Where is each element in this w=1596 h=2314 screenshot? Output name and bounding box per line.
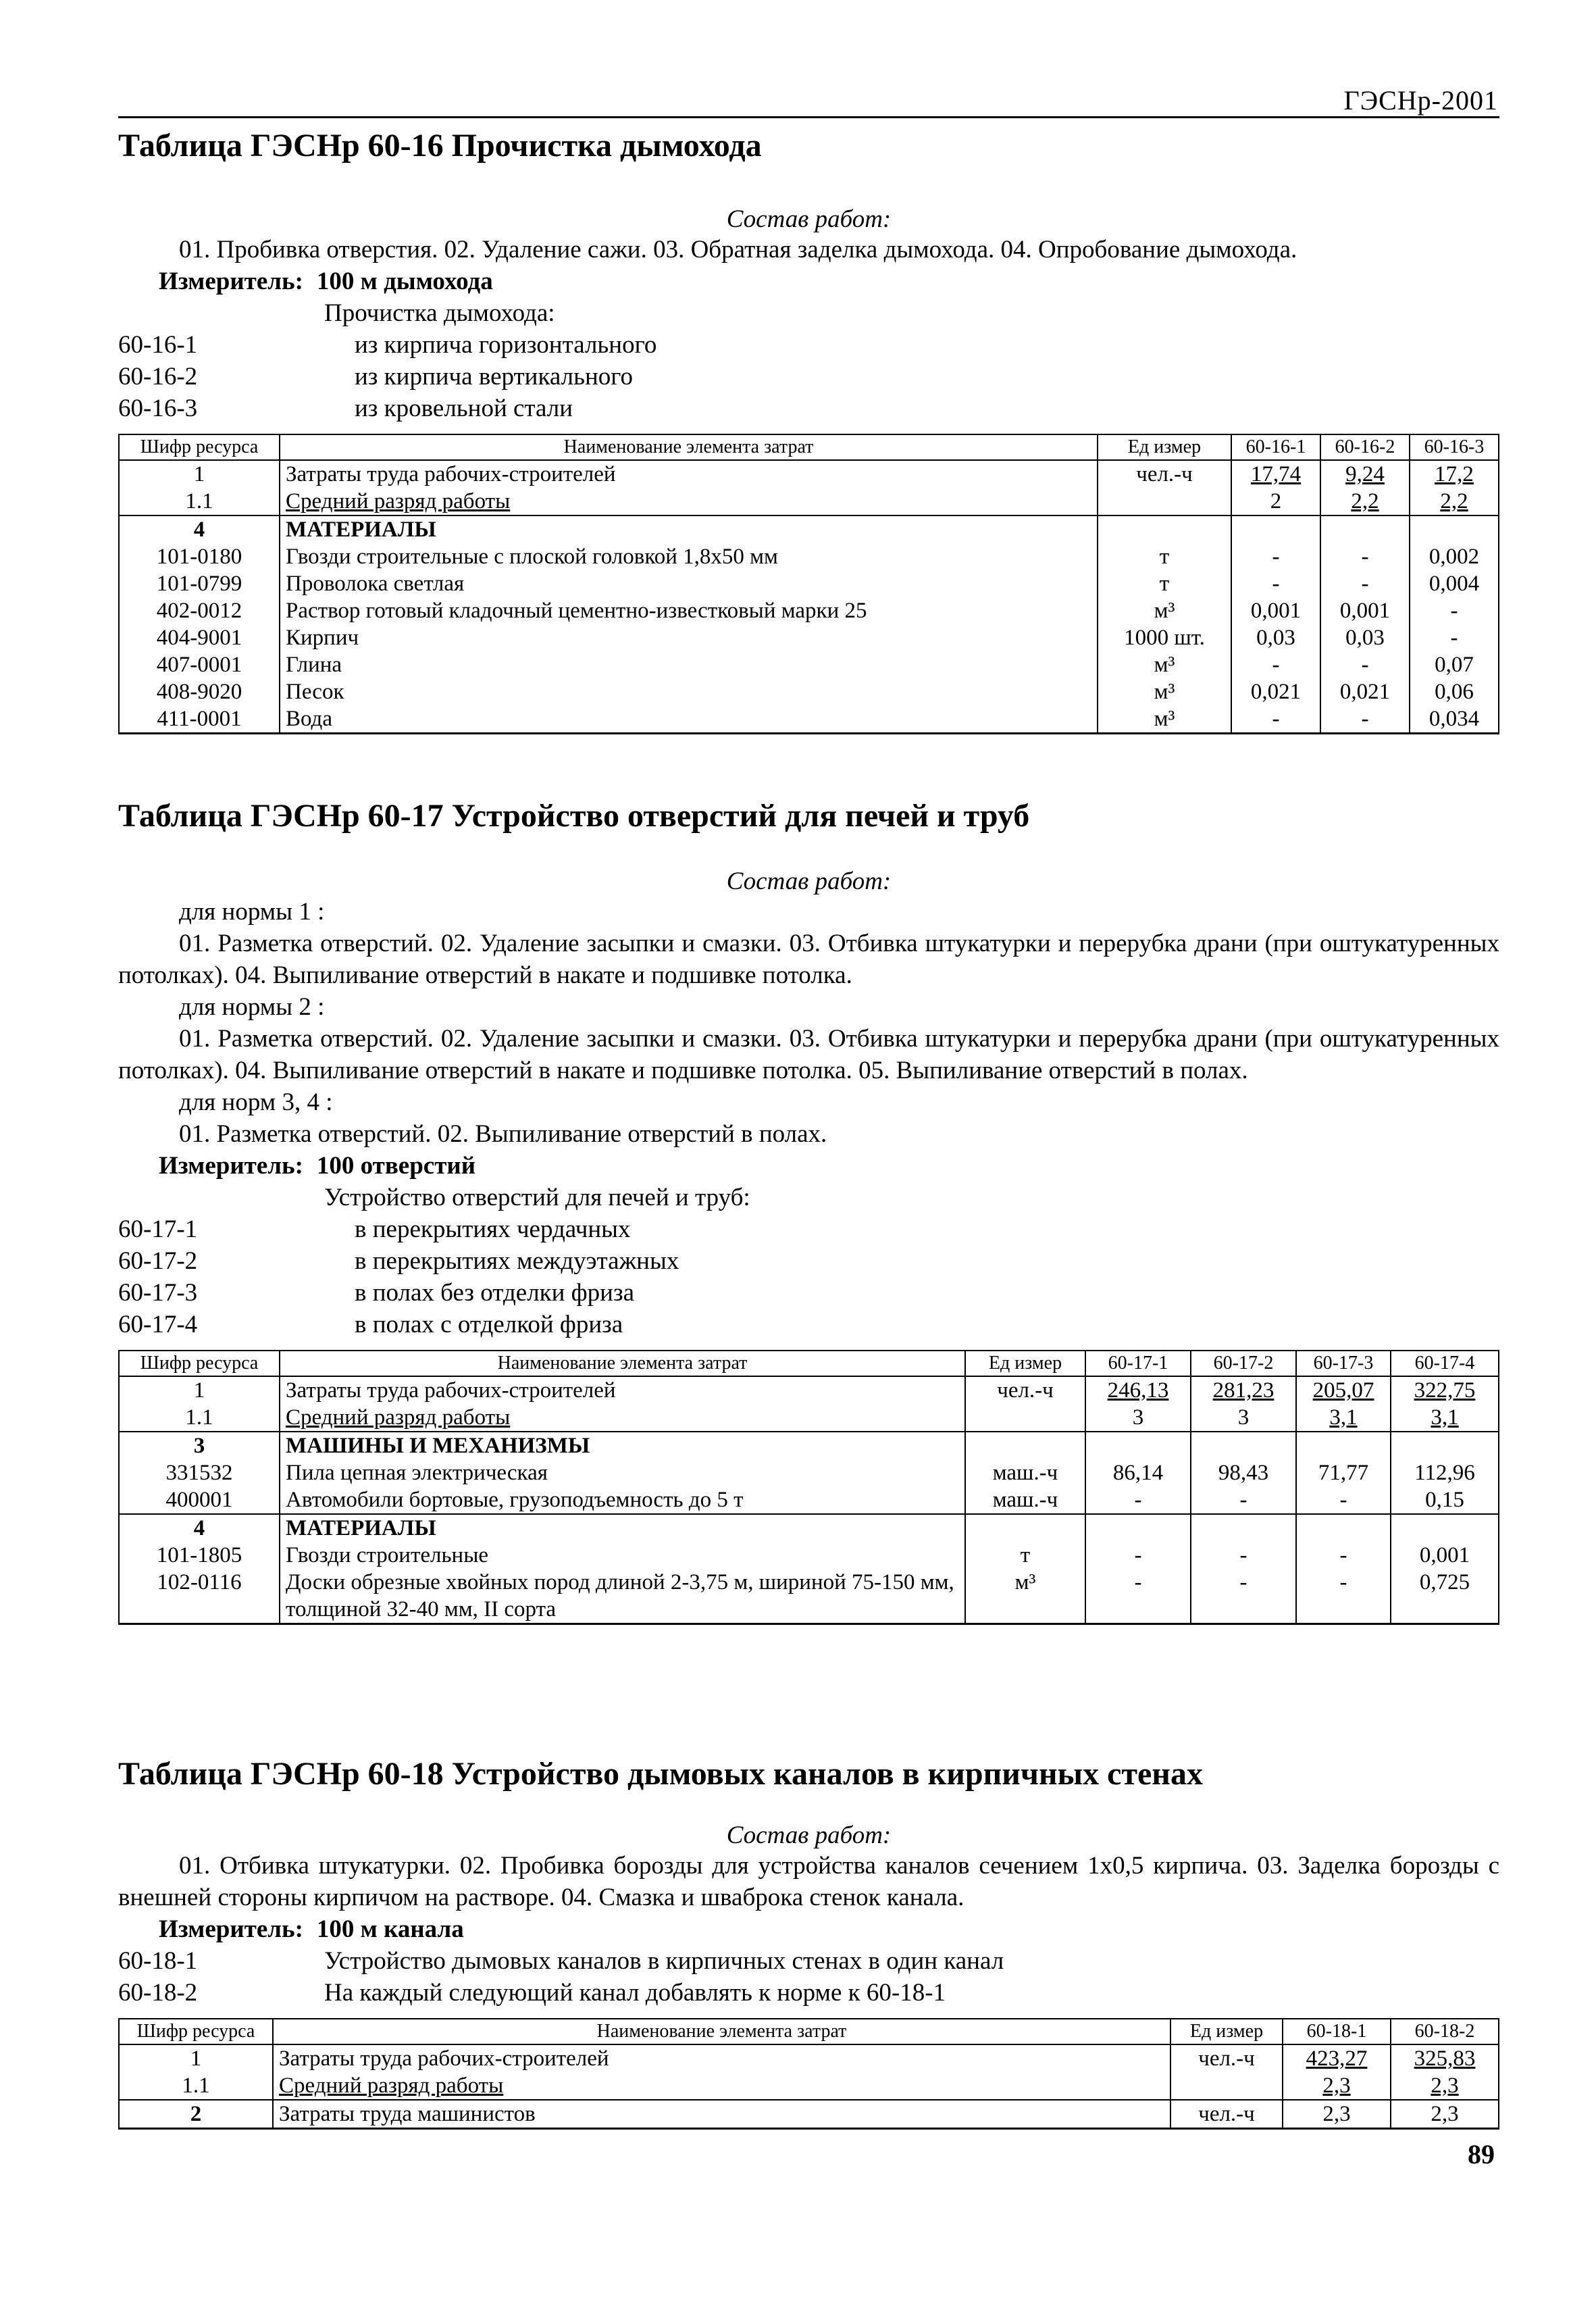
section-title: Таблица ГЭСНр 60-16 Прочистка дымохода xyxy=(118,128,762,164)
value: 2,2 xyxy=(1320,488,1410,515)
unit xyxy=(965,1514,1085,1542)
section-60-18 xyxy=(118,1755,1499,2130)
resource-code: 2 xyxy=(119,2100,273,2129)
value: - xyxy=(1410,597,1499,624)
value: 3 xyxy=(1085,1404,1191,1432)
table-row xyxy=(119,1404,1499,1432)
table-row xyxy=(119,2072,1499,2100)
resource-name: Доски обрезные хвойных пород длиной 2-3,75 м, шириной 75-150 мм, толщиной 32-40 мм, II сорта xyxy=(280,1569,965,1624)
norm-row xyxy=(118,1977,1499,2009)
unit xyxy=(1098,515,1231,543)
value: 3,1 xyxy=(1296,1404,1391,1432)
value: 9,24 xyxy=(1320,460,1410,488)
value xyxy=(1085,1432,1191,1459)
column-header: 60-17-1 xyxy=(1085,1351,1191,1376)
norm-code: 60-17-1 xyxy=(118,1215,198,1243)
value: - xyxy=(1296,1486,1391,1514)
norm-code: 60-18-2 xyxy=(118,1979,198,2007)
norm-row xyxy=(118,1309,1499,1340)
value xyxy=(1231,515,1320,543)
composition-heading: Состав работ: xyxy=(726,205,892,233)
resource-code: 411-0001 xyxy=(119,705,280,734)
measure-value: 100 отверстий xyxy=(316,1152,476,1180)
column-header: 60-16-2 xyxy=(1320,434,1410,460)
value: - xyxy=(1410,624,1499,651)
norm-1-label: для нормы 1 : xyxy=(179,898,325,926)
table-row xyxy=(119,1569,1499,1624)
composition-text: 01. Пробивка отверстия. 02. Удаление сажи. 03. Обратная заделка дымохода. 04. Опробование дымохода. xyxy=(179,236,1297,263)
value: - xyxy=(1085,1569,1191,1624)
value: 0,06 xyxy=(1410,678,1499,705)
column-header: Ед измер xyxy=(1170,2019,1283,2044)
value: 98,43 xyxy=(1191,1459,1296,1486)
resource-name: Затраты труда машинистов xyxy=(273,2100,1170,2129)
norm-code: 60-16-1 xyxy=(118,331,198,359)
document-code: ГЭСНр-2001 xyxy=(1343,85,1498,116)
value xyxy=(1191,1514,1296,1542)
norm-code: 60-16-2 xyxy=(118,363,198,391)
unit: т xyxy=(1098,543,1231,570)
header-rule xyxy=(118,116,1499,118)
value: 3 xyxy=(1191,1404,1296,1432)
resource-name: Проволока светлая xyxy=(280,570,1098,597)
norm-row xyxy=(118,1945,1499,1977)
norm-code: 60-17-2 xyxy=(118,1247,198,1275)
value xyxy=(1391,1432,1499,1459)
column-header: 60-17-3 xyxy=(1296,1351,1391,1376)
column-header: Наименование элемента затрат xyxy=(273,2019,1170,2044)
resource-code: 408-9020 xyxy=(119,678,280,705)
norm-1-composition: 01. Разметка отверстий. 02. Удаление засыпки и смазки. 03. Отбивка штукатурки и перерубка драни (при оштукатуренных потолках). 04. Выпиливание отверстий в накате и подшивке потолка. xyxy=(118,930,1499,989)
value: - xyxy=(1085,1542,1191,1569)
measure-label: Измеритель: xyxy=(159,1152,303,1180)
resource-name: МАШИНЫ И МЕХАНИЗМЫ xyxy=(280,1432,965,1459)
resource-name: Пила цепная электрическая xyxy=(280,1459,965,1486)
table-row xyxy=(119,1486,1499,1514)
value: - xyxy=(1320,570,1410,597)
value: 0,034 xyxy=(1410,705,1499,734)
table-row xyxy=(119,705,1499,734)
column-header: 60-16-3 xyxy=(1410,434,1499,460)
table-row xyxy=(119,2044,1499,2072)
unit xyxy=(1170,2072,1283,2100)
value xyxy=(1191,1432,1296,1459)
value: 0,725 xyxy=(1391,1569,1499,1624)
value: - xyxy=(1231,651,1320,678)
table-row xyxy=(119,624,1499,651)
unit: м³ xyxy=(1098,678,1231,705)
norm-name: На каждый следующий канал добавлять к норме к 60-18-1 xyxy=(324,1979,946,2007)
value: 2,3 xyxy=(1391,2072,1499,2100)
measure-value: 100 м дымохода xyxy=(316,268,493,295)
resource-name: Песок xyxy=(280,678,1098,705)
value: 0,002 xyxy=(1410,543,1499,570)
resource-name: Гвозди строительные xyxy=(280,1542,965,1569)
resource-name: Средний разряд работы xyxy=(280,488,1098,515)
table-row xyxy=(119,651,1499,678)
resource-code: 1 xyxy=(119,460,280,488)
value xyxy=(1391,1514,1499,1542)
section-title: Таблица ГЭСНр 60-18 Устройство дымовых каналов в кирпичных стенах xyxy=(118,1756,1203,1792)
norm-row xyxy=(118,361,1499,393)
norm-row xyxy=(118,1277,1499,1309)
resource-code: 4 xyxy=(119,1514,280,1542)
value: 71,77 xyxy=(1296,1459,1391,1486)
measure-line xyxy=(118,1150,1499,1182)
value xyxy=(1320,515,1410,543)
column-header: 60-18-1 xyxy=(1283,2019,1391,2044)
value: 2,3 xyxy=(1283,2072,1391,2100)
column-header: Ед измер xyxy=(1098,434,1231,460)
table-row xyxy=(119,543,1499,570)
resource-code: 1 xyxy=(119,1376,280,1404)
norm-code: 60-18-1 xyxy=(118,1947,198,1975)
table-row xyxy=(119,460,1499,488)
table-row xyxy=(119,597,1499,624)
norm-name: из кровельной стали xyxy=(355,395,573,422)
norm-name: в перекрытиях междуэтажных xyxy=(355,1247,679,1275)
column-header: Ед измер xyxy=(965,1351,1085,1376)
value: - xyxy=(1296,1542,1391,1569)
norm-name: из кирпича горизонтального xyxy=(355,331,657,359)
value: 86,14 xyxy=(1085,1459,1191,1486)
table-row xyxy=(119,1432,1499,1459)
value: 281,23 xyxy=(1191,1376,1296,1404)
value: 2,3 xyxy=(1391,2100,1499,2129)
resource-code: 331532 xyxy=(119,1459,280,1486)
value xyxy=(1085,1514,1191,1542)
unit: т xyxy=(1098,570,1231,597)
value: 325,83 xyxy=(1391,2044,1499,2072)
value: - xyxy=(1320,651,1410,678)
column-header: Шифр ресурса xyxy=(119,1351,280,1376)
measure-line xyxy=(118,266,1499,297)
value: 0,001 xyxy=(1391,1542,1499,1569)
value xyxy=(1296,1514,1391,1542)
unit: чел.-ч xyxy=(1098,460,1231,488)
norm-name: в полах без отделки фриза xyxy=(355,1279,634,1307)
norm-code: 60-16-3 xyxy=(118,395,198,422)
unit: т xyxy=(965,1542,1085,1569)
resource-code: 102-0116 xyxy=(119,1569,280,1624)
column-header: Шифр ресурса xyxy=(119,2019,273,2044)
resource-name: Вода xyxy=(280,705,1098,734)
resource-code: 402-0012 xyxy=(119,597,280,624)
resource-name: Затраты труда рабочих-строителей xyxy=(280,460,1098,488)
resource-code: 400001 xyxy=(119,1486,280,1514)
norm-name: в перекрытиях чердачных xyxy=(355,1215,631,1243)
norm-2-label: для нормы 2 : xyxy=(179,993,325,1021)
resource-code: 1.1 xyxy=(119,1404,280,1432)
measure-label: Измеритель: xyxy=(159,1915,303,1943)
value: - xyxy=(1231,543,1320,570)
value: - xyxy=(1191,1569,1296,1624)
value: 0,004 xyxy=(1410,570,1499,597)
value xyxy=(1410,515,1499,543)
resource-code: 1.1 xyxy=(119,488,280,515)
resource-name: МАТЕРИАЛЫ xyxy=(280,515,1098,543)
unit xyxy=(965,1432,1085,1459)
value: - xyxy=(1320,543,1410,570)
resource-name: Затраты труда рабочих-строителей xyxy=(273,2044,1170,2072)
norm-code: 60-17-3 xyxy=(118,1279,198,1307)
resource-name: МАТЕРИАЛЫ xyxy=(280,1514,965,1542)
composition-heading: Состав работ: xyxy=(726,1821,892,1849)
resource-name: Затраты труда рабочих-строителей xyxy=(280,1376,965,1404)
value: 0,03 xyxy=(1231,624,1320,651)
measure-line xyxy=(118,1913,1499,1945)
unit xyxy=(1098,488,1231,515)
resource-code: 1 xyxy=(119,2044,273,2072)
table-row xyxy=(119,678,1499,705)
column-header: 60-17-2 xyxy=(1191,1351,1296,1376)
norm-name: Устройство дымовых каналов в кирпичных стенах в один канал xyxy=(324,1947,1004,1975)
value: - xyxy=(1085,1486,1191,1514)
value xyxy=(1296,1432,1391,1459)
unit: м³ xyxy=(1098,651,1231,678)
unit: маш.-ч xyxy=(965,1459,1085,1486)
value: 2 xyxy=(1231,488,1320,515)
value: 2,2 xyxy=(1410,488,1499,515)
unit xyxy=(965,1404,1085,1432)
table-row xyxy=(119,1514,1499,1542)
column-header: Наименование элемента затрат xyxy=(280,1351,965,1376)
norm-row xyxy=(118,1213,1499,1245)
norm-row xyxy=(118,393,1499,424)
section-60-17 xyxy=(118,797,1499,1625)
table-row xyxy=(119,1542,1499,1569)
value: - xyxy=(1296,1569,1391,1624)
norm-row xyxy=(118,1245,1499,1277)
resource-name: Автомобили бортовые, грузоподъемность до 5 т xyxy=(280,1486,965,1514)
unit: 1000 шт. xyxy=(1098,624,1231,651)
value: 2,3 xyxy=(1283,2100,1391,2129)
table-row xyxy=(119,488,1499,515)
resource-code: 407-0001 xyxy=(119,651,280,678)
resource-name: Средний разряд работы xyxy=(280,1404,965,1432)
resource-code: 4 xyxy=(119,515,280,543)
resource-table-60-16 xyxy=(118,434,1499,734)
norms-3-4-label: для норм 3, 4 : xyxy=(179,1088,333,1116)
unit: маш.-ч xyxy=(965,1486,1085,1514)
value: - xyxy=(1231,570,1320,597)
value: - xyxy=(1231,705,1320,734)
value: 0,021 xyxy=(1320,678,1410,705)
value: 17,2 xyxy=(1410,460,1499,488)
resource-table-60-17 xyxy=(118,1350,1499,1625)
table-row xyxy=(119,1459,1499,1486)
page-number: 89 xyxy=(1468,2139,1495,2169)
resource-code: 101-1805 xyxy=(119,1542,280,1569)
resource-code: 404-9001 xyxy=(119,624,280,651)
value: 246,13 xyxy=(1085,1376,1191,1404)
norm-row xyxy=(118,329,1499,361)
unit: м³ xyxy=(965,1569,1085,1624)
resource-name: Гвозди строительные с плоской головкой 1,8x50 мм xyxy=(280,543,1098,570)
value: 0,03 xyxy=(1320,624,1410,651)
norm-name: из кирпича вертикального xyxy=(355,363,634,391)
norm-code: 60-17-4 xyxy=(118,1311,198,1338)
measure-value: 100 м канала xyxy=(316,1915,464,1943)
table-row xyxy=(119,515,1499,543)
resource-code: 101-0180 xyxy=(119,543,280,570)
value: 0,001 xyxy=(1320,597,1410,624)
column-header: 60-17-4 xyxy=(1391,1351,1499,1376)
norm-name: в полах с отделкой фриза xyxy=(355,1311,623,1338)
unit: чел.-ч xyxy=(965,1376,1085,1404)
value: - xyxy=(1191,1486,1296,1514)
composition-heading: Состав работ: xyxy=(726,867,892,895)
resource-name: Средний разряд работы xyxy=(273,2072,1170,2100)
column-header: 60-16-1 xyxy=(1231,434,1320,460)
unit: чел.-ч xyxy=(1170,2044,1283,2072)
measure-label: Измеритель: xyxy=(159,268,303,295)
table-row xyxy=(119,2100,1499,2129)
norms-subheading: Устройство отверстий для печей и труб: xyxy=(324,1184,750,1211)
resource-name: Кирпич xyxy=(280,624,1098,651)
column-header: Шифр ресурса xyxy=(119,434,280,460)
value: 322,75 xyxy=(1391,1376,1499,1404)
resource-table-60-18 xyxy=(118,2018,1499,2130)
value: 205,07 xyxy=(1296,1376,1391,1404)
resource-code: 101-0799 xyxy=(119,570,280,597)
column-header: 60-18-2 xyxy=(1391,2019,1499,2044)
value: 423,27 xyxy=(1283,2044,1391,2072)
norm-2-composition: 01. Разметка отверстий. 02. Удаление засыпки и смазки. 03. Отбивка штукатурки и перерубка драни (при оштукатуренных потолках). 04. Выпиливание отверстий в накате и подшивке потолка. 05. Выпиливание отверстий в полах. xyxy=(118,1025,1499,1084)
value: - xyxy=(1191,1542,1296,1569)
unit: м³ xyxy=(1098,705,1231,734)
section-60-16 xyxy=(118,127,1499,734)
value: - xyxy=(1320,705,1410,734)
value: 0,001 xyxy=(1231,597,1320,624)
value: 0,021 xyxy=(1231,678,1320,705)
resource-code: 1.1 xyxy=(119,2072,273,2100)
unit: чел.-ч xyxy=(1170,2100,1283,2129)
value: 0,15 xyxy=(1391,1486,1499,1514)
composition-text: 01. Отбивка штукатурки. 02. Пробивка борозды для устройства каналов сечением 1x0,5 кирпича. 03. Заделка борозды с внешней стороны кирпичом на растворе. 04. Смазка и шваброка стенок канала. xyxy=(118,1852,1499,1911)
resource-name: Раствор готовый кладочный цементно-известковый марки 25 xyxy=(280,597,1098,624)
table-row xyxy=(119,570,1499,597)
resource-name: Глина xyxy=(280,651,1098,678)
column-header: Наименование элемента затрат xyxy=(280,434,1098,460)
norms-3-4-composition: 01. Разметка отверстий. 02. Выпиливание отверстий в полах. xyxy=(179,1120,827,1148)
value: 3,1 xyxy=(1391,1404,1499,1432)
resource-code: 3 xyxy=(119,1432,280,1459)
section-title: Таблица ГЭСНр 60-17 Устройство отверстий для печей и труб xyxy=(118,798,1030,834)
value: 17,74 xyxy=(1231,460,1320,488)
value: 112,96 xyxy=(1391,1459,1499,1486)
unit: м³ xyxy=(1098,597,1231,624)
table-row xyxy=(119,1376,1499,1404)
norms-subheading: Прочистка дымохода: xyxy=(324,299,555,327)
value: 0,07 xyxy=(1410,651,1499,678)
